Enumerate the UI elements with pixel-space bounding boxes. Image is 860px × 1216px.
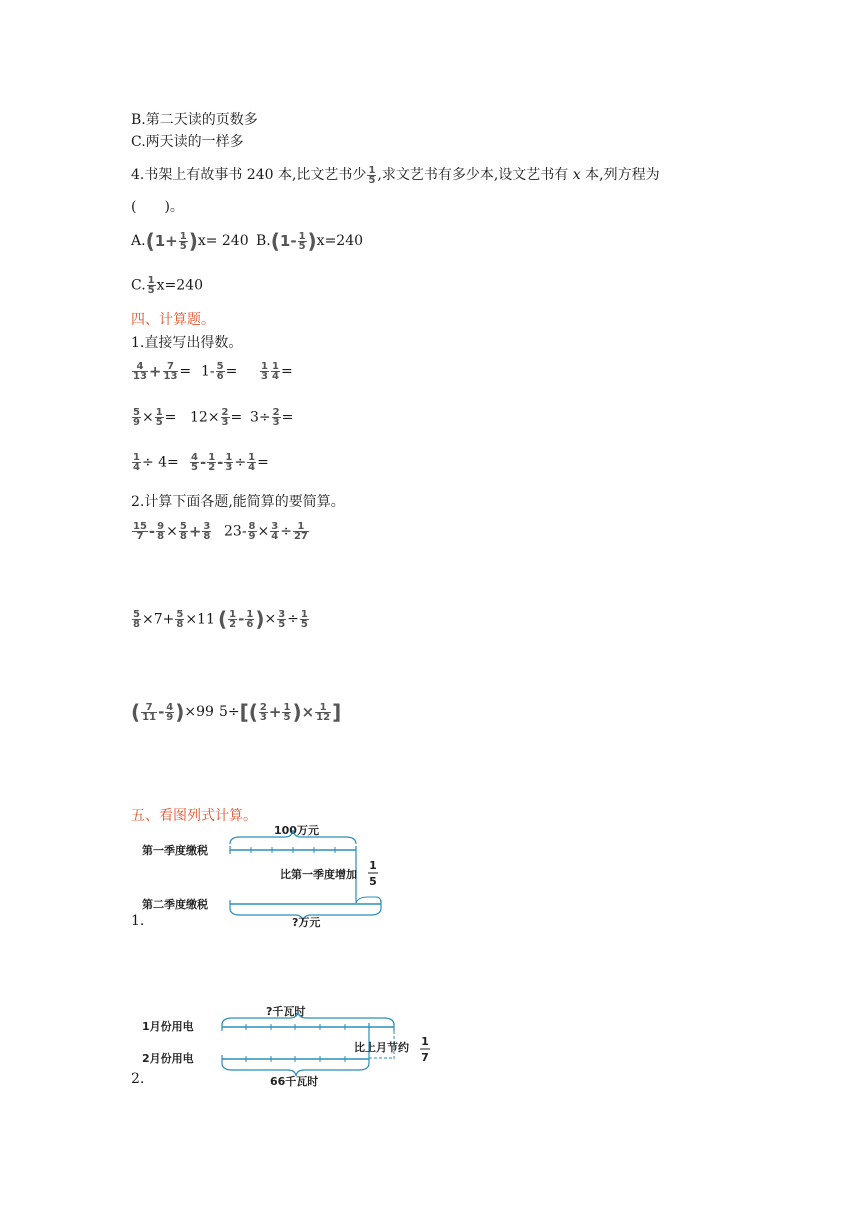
fraction: $\frac{1}{5}$ — [368, 164, 376, 186]
direct-calc-8: $\frac{4}{5}$ - $\frac{1}{2}$ - $\frac{1}{3}$ ÷ $\frac{1}{4}$ = — [191, 452, 269, 473]
fraction-denominator: 5 — [369, 875, 377, 888]
bottom-amount-label: 66千瓦时 — [270, 1075, 319, 1088]
save-note: 比上月节约 — [354, 1041, 409, 1054]
fraction: $\frac{1}{5}$ — [298, 230, 306, 252]
direct-calc-3: $\frac{1}{3}$ $\frac{1}{4}$ = — [261, 361, 293, 382]
fraction-numerator: 1 — [421, 1035, 429, 1048]
increase-note: 比第一季度增加 — [280, 868, 357, 881]
row2-label: 第二季度缴税 — [142, 898, 208, 911]
q4-blank: ( )。 — [131, 199, 184, 215]
top-amount-label: 100万元 — [274, 824, 319, 837]
row1-label: 1月份用电 — [142, 1020, 194, 1033]
option-b: B.第二天读的页数多 — [131, 112, 258, 128]
q4-stem-part2: ,求文艺书有多少本,设文艺书有 — [377, 167, 573, 183]
option-c: C.两天读的一样多 — [131, 134, 244, 150]
q2-title: 2.计算下面各题,能简算的要简算。 — [131, 494, 345, 510]
section-4-title: 四、计算题。 — [131, 312, 215, 328]
fraction: $\frac{1}{5}$ — [147, 275, 155, 296]
extra-brace — [356, 897, 381, 903]
diagram-2-number: 2. — [131, 1071, 145, 1087]
q4-option-a: A.(1+ $\frac{1}{5}$ )x= 240 — [131, 229, 249, 253]
row1-label: 第一季度缴税 — [142, 844, 208, 857]
diagram-1-number: 1. — [131, 913, 145, 929]
q4-stem — [131, 164, 660, 185]
q4-stem-part3: 本,列方程为 — [580, 167, 660, 183]
direct-calc-4: $\frac{5}{9}$ × $\frac{1}{5}$ = — [133, 407, 177, 428]
q4-option-b: B.(1- $\frac{1}{5}$ )x=240 — [256, 229, 364, 253]
fraction-denominator: 7 — [421, 1051, 429, 1064]
direct-calc-6: 3÷ $\frac{2}{3}$ = — [250, 407, 294, 428]
top-unknown-label: ?千瓦时 — [266, 1005, 306, 1018]
top-brace — [230, 830, 356, 844]
direct-calc-2: 1- $\frac{5}{6}$ = — [201, 361, 238, 382]
fraction-numerator: 1 — [369, 859, 377, 872]
bottom-amount-label: ?万元 — [292, 916, 321, 929]
q4-stem-part1: 4.书架上有故事书 240 本,比文艺书少 — [131, 167, 367, 183]
row2-label: 2月份用电 — [142, 1052, 194, 1065]
q1-title: 1.直接写出得数。 — [131, 335, 243, 351]
simplify-calc-2: 23- $\frac{8}{9}$ × $\frac{3}{4}$ ÷ $\frac{1}{27}$ — [224, 521, 308, 542]
electricity-bar-diagram — [140, 1000, 440, 1092]
simplify-calc-6: 5÷[( $\frac{2}{3}$ + $\frac{1}{5}$ )× $\frac{1}{12}$ ] — [219, 700, 342, 724]
fraction: $\frac{1}{5}$ — [179, 230, 187, 252]
q4-var: x — [572, 167, 581, 183]
simplify-calc-1: $\frac{15}{7}$ - $\frac{9}{8}$ × $\frac{5}{8}$ + $\frac{3}{8}$ — [133, 521, 211, 542]
simplify-calc-5: ( $\frac{7}{11}$ - $\frac{4}{9}$ )×99 — [131, 700, 214, 724]
top-brace — [222, 1012, 394, 1025]
q4-option-c: C. $\frac{1}{5}$ x=240 — [131, 275, 203, 296]
simplify-calc-4: ( $\frac{1}{2}$ - $\frac{1}{6}$ )× $\frac{3}{5}$ ÷ $\frac{1}{5}$ — [218, 607, 308, 631]
direct-calc-7: $\frac{1}{4}$ ÷ 4= — [133, 452, 179, 473]
tax-bar-diagram — [140, 815, 390, 930]
section-5-title: 五、看图列式计算。 — [131, 808, 257, 824]
direct-calc-5: 12× $\frac{2}{3}$ = — [190, 407, 243, 428]
simplify-calc-3: $\frac{5}{8}$ ×7+ $\frac{5}{8}$ ×11 — [133, 609, 215, 630]
direct-calc-1: $\frac{4}{13}$ + $\frac{7}{13}$ = — [133, 361, 192, 382]
